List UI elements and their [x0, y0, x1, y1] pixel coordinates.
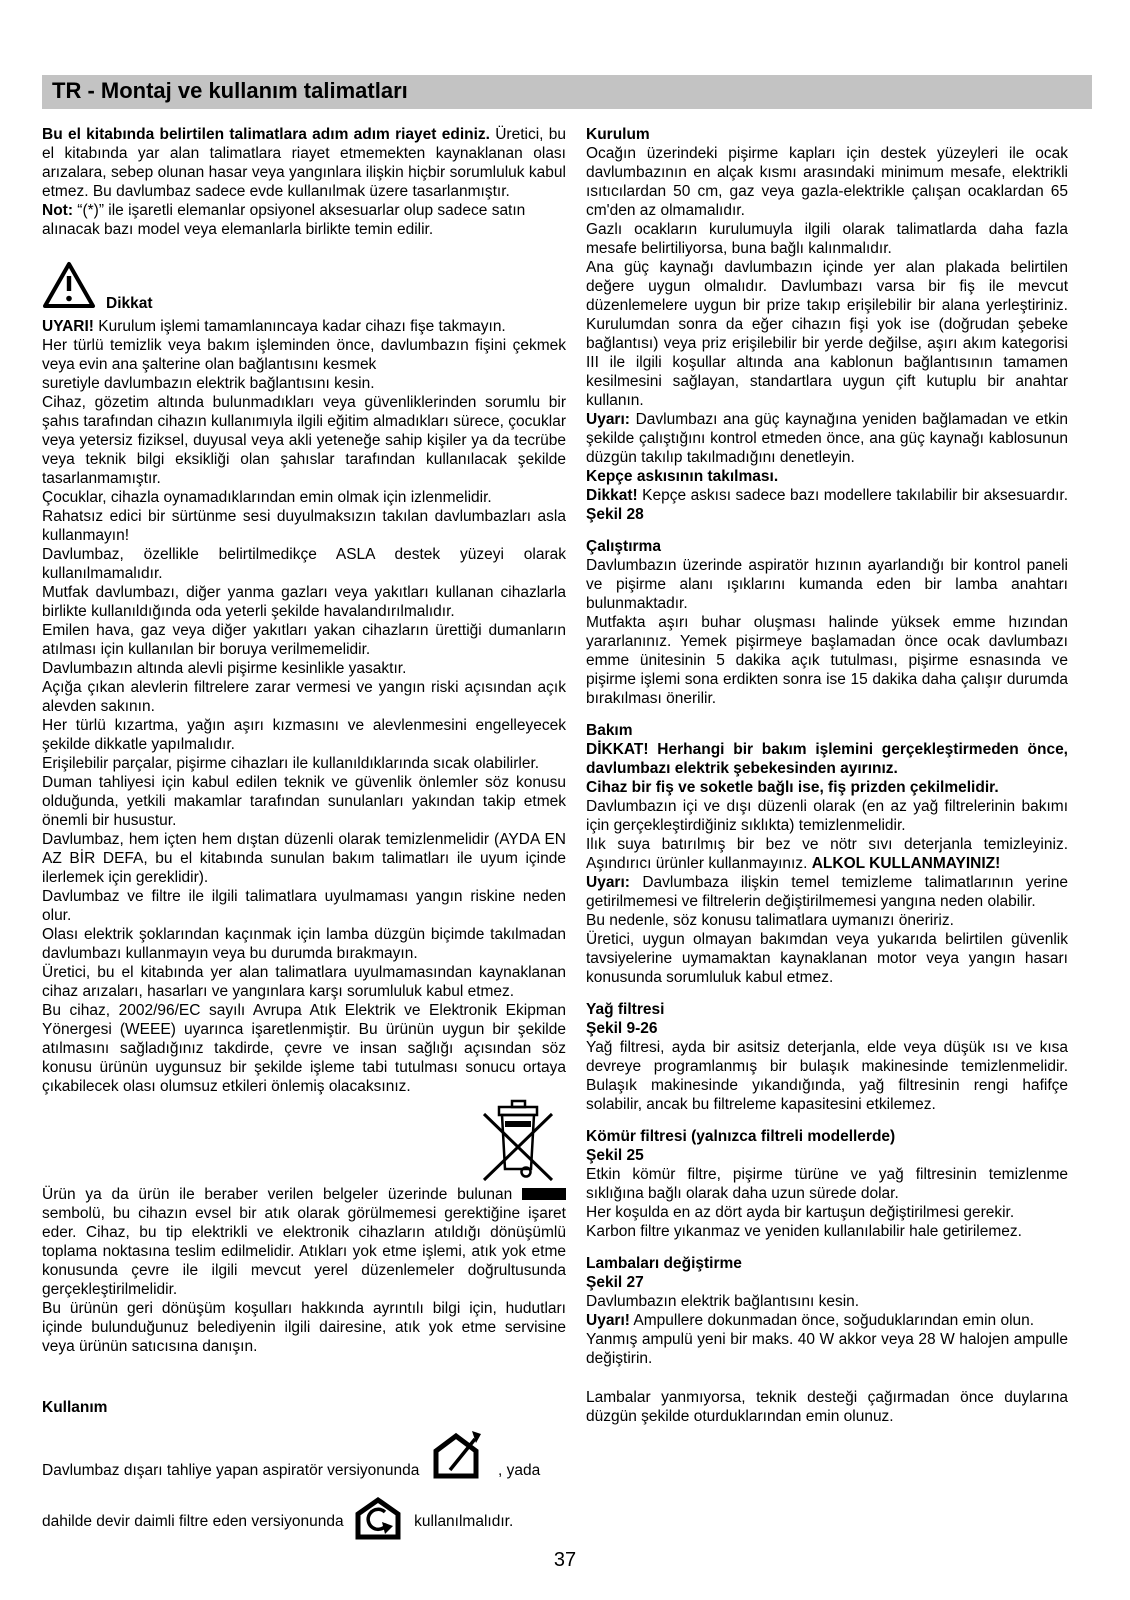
paragraph: Davlumbaz dışarı tahliye yapan aspiratör versiyonunda , yada	[42, 1429, 566, 1483]
section-heading: Şekil 27	[586, 1274, 644, 1291]
black-bar-icon	[522, 1186, 566, 1203]
section-heading: Şekil 9-26	[586, 1020, 658, 1037]
spacer	[586, 1368, 1068, 1388]
section-heading: Kurulum	[586, 126, 650, 143]
bold-text: Cihaz bir fiş ve soketle bağlı ise, fiş prizden çekilmelidir.	[586, 779, 999, 796]
paragraph: Ana güç kaynağı davlumbazın içinde yer alan plakada belirtilen değere uygun olmalıdır. Davlumbazı varsa bir fiş ile mevcut düzenlemelere uygun bir prize takıp erişilebilir bir alana yerleştiriniz. Kurulumdan sonra da eğer cihazın fişi yok ise (doğrudan şebeke bağlantısı) veya priz erişilebilir bir yerde değilse, aşırı akım kategorisi III ile ilgili koşullar altında ana kablonun bağlantısının tamamen kesilmesini sağlayan, standartlara uygun çift kutuplu bir anahtar kullanın.	[586, 259, 1068, 409]
column-left	[42, 125, 566, 1542]
paragraph: Her türlü temizlik veya bakım işleminden önce, davlumbazın fişini çekmek veya evin ana şalterine olan bağlantısını kesmek	[42, 337, 566, 373]
page-number: 37	[553, 1549, 577, 1571]
paragraph: Üretici, uygun olmayan bakımdan veya yukarıda belirtilen güvenlik tavsiyelerine uymamaktan kaynaklanan motor veya yangın hasarı konusunda sorumluluk kabul etmez.	[586, 931, 1068, 986]
section-heading: Kömür filtresi (yalnızca filtreli modellerde)	[586, 1128, 896, 1145]
paragraph: suretiyle davlumbazın elektrik bağlantısını kesin.	[42, 375, 375, 392]
paragraph: Her koşulda en az dört ayda bir kartuşun değiştirilmesi gerekir.	[586, 1204, 1015, 1221]
paragraph: Rahatsız edici bir sürtünme sesi duyulmaksızın takılan davlumbazları asla kullanmayın!	[42, 508, 566, 544]
paragraph: Etkin kömür filtre, pişirme türüne ve yağ filtresinin temizlenme sıklığına bağlı olarak daha uzun sürede dolar.	[586, 1166, 1068, 1202]
paragraph: Her türlü kızartma, yağın aşırı kızmasını ve alevlenmesini engelleyecek şekilde dikkatle yapılmalıdır.	[42, 717, 566, 753]
paragraph: Uyarı: Davlumbaza ilişkin temel temizleme talimatlarının yerine getirilmemesi ve filtrelerin değiştirilmemesi yangına neden olabilir.	[586, 874, 1068, 910]
section-heading: Kepçe askısının takılması.	[586, 468, 779, 485]
paragraph: Yanmış ampulü yeni bir maks. 40 W akkor veya 28 W halojen ampulle değiştirin.	[586, 1331, 1068, 1367]
paragraph: Ürün ya da ürün ile beraber verilen belgeler üzerinde bulunan sembolü, bu cihazın evsel bir atık olarak görülmemesi gerektiğine işaret eder. Cihaz, bu tip elektrikli ve elektronik cihazların atıldığı dönüşümlü toplama noktasına teslim edilmelidir. Atıkları yok etme işlemi, atık yok etme konusunda çevre ile ilgili mevcut yerel düzenlemeler doğrultusunda gerçekleştirilmelidir.	[42, 1186, 566, 1298]
paragraph: Erişilebilir parçalar, pişirme cihazları ile kullanıldıklarında sıcak olabilirler.	[42, 755, 540, 772]
house-exhaust-icon	[424, 1462, 494, 1479]
paragraph: Bu el kitabında belirtilen talimatlara adım adım riayet ediniz. Üretici, bu el kitabında yar alan talimatlara riayet etmemekten kaynaklanan olası arızalara, sebep olunan hasar veya yangınlara ilişkin hiçbir sorumluluk kabul etmez. Bu davlumbaz sadece evde kullanılmak üzere tasarlanmıştır.	[42, 126, 566, 200]
paragraph: Davlumbazın elektrik bağlantısını kesin.	[586, 1293, 860, 1310]
bold-text: Şekil 28	[586, 506, 644, 523]
column-right	[586, 125, 1068, 1426]
bold-text: Uyarı:	[586, 874, 630, 891]
section-heading: Çalıştırma	[586, 538, 661, 555]
paragraph: Bu ürünün geri dönüşüm koşulları hakkında ayrıntılı bilgi için, hudutları içinde bulunduğunuz belediyenin ilgili dairesine, atık yok etme servisine veya ürünün satıcısına danışın.	[42, 1300, 566, 1355]
paragraph: Gazlı ocakların kurulumuyla ilgili olarak talimatlarda daha fazla mesafe belirtiliyorsa, buna bağlı kalınmalıdır.	[586, 221, 1068, 257]
section-heading: Kullanım	[42, 1399, 108, 1416]
weee-symbol-block	[42, 1098, 560, 1191]
paragraph: Mutfakta aşırı buhar oluşması halinde yüksek emme hızından yararlanınız. Yemek pişirmeye başlamadan önce ocak davlumbazı emme ünitesinin 5 dakika açık tutulması, pişirme esnasında ve pişirme işlemi sona erdikten sonra ise 15 dakika daha çalışır durumda bırakılması önerilir.	[586, 614, 1068, 707]
paragraph: Çocuklar, cihazla oynamadıklarından emin olmak için izlenmelidir.	[42, 489, 492, 506]
paragraph: Duman tahliyesi için kabul edilen teknik ve güvenlik önlemler söz konusu olduğunda, yetkili makamlar tarafından sunulanları yakından takip etmek önemli bir husustur.	[42, 774, 566, 829]
columns	[42, 125, 1090, 1542]
bold-text: Not:	[42, 202, 73, 219]
paragraph: Uyarı! Ampullere dokunmadan önce, soğuduklarından emin olun.	[586, 1312, 1035, 1329]
bold-text: Uyarı:	[586, 411, 630, 428]
section-heading: Şekil 25	[586, 1147, 644, 1164]
paragraph: Olası elektrik şoklarından kaçınmak için lamba düzgün biçimde takılmadan davlumbazı kullanmayın veya bu durumda bırakmayın.	[42, 926, 566, 962]
bold-text: ALKOL KULLANMAYINIZ!	[811, 855, 1001, 872]
bold-text: Uyarı!	[586, 1312, 630, 1329]
paragraph: Davlumbaz ve filtre ile ilgili talimatlara uyulmaması yangın riskine neden olur.	[42, 888, 566, 924]
caution-label: Dikkat	[106, 295, 153, 312]
bold-text: UYARI!	[42, 318, 94, 335]
section-heading: Lambaları değiştirme	[586, 1255, 742, 1272]
section-heading: Yağ filtresi	[586, 1001, 665, 1018]
paragraph: Ilık suya batırılmış bir bez ve nötr sıvı deterjanla temizleyiniz. Aşındırıcı ürünler kullanmayınız. ALKOL KULLANMAYINIZ!	[586, 836, 1068, 872]
paragraph: Bu nedenle, söz konusu talimatlara uymanızı öneririz.	[586, 912, 954, 929]
paragraph: Davlumbazın altında alevli pişirme kesinlikle yasaktır.	[42, 660, 407, 677]
paragraph: Not: “(*)” ile işaretli elemanlar opsiyonel aksesuarlar olup sadece satın alınacak bazı model veya elemanlarla birlikte temin edilir.	[42, 202, 526, 238]
paragraph: Uyarı: Davlumbazı ana güç kaynağına yeniden bağlamadan ve etkin şekilde çalıştığını kontrol etmeden önce, ana güç kaynağı kablosunun düzgün takılıp takılmadığını denetleyin.	[586, 411, 1068, 466]
paragraph: Ocağın üzerindeki pişirme kapları için destek yüzeyleri ile ocak davlumbazının en alçak kısmı arasındaki minimum mesafe, elektrikli ısıtıcılardan 50 cm, gaz veya gazla-elektrikle çalışan ocaklardan 65 cm'den az olmamalıdır.	[586, 145, 1068, 219]
bold-text: Dikkat!	[586, 487, 638, 504]
paragraph: Davlumbaz, hem içten hem dıştan düzenli olarak temizlenmelidir (AYDA EN AZ BİR DEFA, bu el kitabında sunulan bakım talimatları ile uyum içinde ilerlemek için gereklidir).	[42, 831, 566, 886]
paragraph: Üretici, bu el kitabında yer alan talimatlara uyulmamasından kaynaklanan cihaz arızaları, hasarları ve yangınlara karşı sorumluluk kabul etmez.	[42, 964, 566, 1000]
header-bar	[42, 75, 1092, 109]
paragraph: Açığa çıkan alevlerin filtrelere zarar vermesi ve yangın riski açısından açık alevden sakının.	[42, 679, 566, 715]
paragraph: Davlumbazın içi ve dışı düzenli olarak (en az yağ filtrelerinin bakımı için gerçekleştirdiğiniz sıklıkta) temizlenmelidir.	[586, 798, 1068, 834]
paragraph: Bu cihaz, 2002/96/EC sayılı Avrupa Atık Elektrik ve Elektronik Ekipman Yönergesi (WEEE) uyarınca işaretlenmiştir. Bu ürünün uygun bir şekilde atılmasını sağladığınız takdirde, çevre ve insan sağlığı açısından söz konusu ürünün uygunsuz bir şekilde işleme tabi tutulması sonucu ortaya çıkabilecek olası olumsuz etkileri önlemiş olacaksınız.	[42, 1002, 566, 1095]
paragraph: Mutfak davlumbazı, diğer yanma gazları veya yakıtları kullanan cihazlarla birlikte kullanıldığında oda yeterli şekilde havalandırılmalıdır.	[42, 584, 566, 620]
house-recirculation-icon	[348, 1513, 410, 1530]
paragraph: Davlumbazın üzerinde aspiratör hızının ayarlandığı bir kontrol paneli ve pişirme alanı ışıklarını kumanda eden bir lamba anahtarı bulunmaktadır.	[586, 557, 1068, 612]
paragraph: Davlumbaz, özellikle belirtilmedikçe ASLA destek yüzeyi olarak kullanılmamalıdır.	[42, 546, 566, 582]
paragraph: UYARI! Kurulum işlemi tamamlanıncaya kadar cihazı fişe takmayın.	[42, 318, 506, 335]
page-title: TR - Montaj ve kullanım talimatları	[52, 78, 408, 103]
paragraph: dahilde devir daimli filtre eden versiyonunda kullanılmalıdır.	[42, 1495, 566, 1542]
bold-text: Bu el kitabında belirtilen talimatlara adım adım riayet ediniz.	[42, 126, 490, 143]
warning-triangle-icon	[42, 261, 96, 314]
paragraph: Emilen hava, gaz veya diğer yakıtları yakan cihazların ürettiği dumanların atılması için kullanılan bir boruya verilmemelidir.	[42, 622, 566, 658]
paragraph: Yağ filtresi, ayda bir asitsiz deterjanla, elde veya düşük ısı ve kısa devreye programlanmış bir bulaşık makinesinde temizlenmelidir. Bulaşık makinesinde yıkandığında, yağ filtresinin rengi hafifçe solabilir, ancak bu filtreleme kapasitesini etkilemez.	[586, 1039, 1068, 1113]
paragraph	[586, 740, 1068, 778]
paragraph: Karbon filtre yıkanmaz ve yeniden kullanılabilir hale getirilemez.	[586, 1223, 1022, 1240]
paragraph	[586, 778, 1068, 797]
bold-text: DİKKAT! Herhangi bir bakım işlemini gerçekleştirmeden önce, davlumbazı elektrik şebekesinden ayırınız.	[586, 741, 1068, 777]
paragraph: Lambalar yanmıyorsa, teknik desteği çağırmadan önce duylarına düzgün şekilde oturduklarından emin olunuz.	[586, 1389, 1068, 1425]
section-heading: Bakım	[586, 722, 633, 739]
caution-block	[42, 261, 566, 314]
paragraph: Dikkat! Kepçe askısı sadece bazı modellere takılabilir bir aksesuardır. Şekil 28	[586, 487, 1068, 523]
paragraph: Cihaz, gözetim altında bulunmadıkları veya güvenliklerinden sorumlu bir şahıs tarafından cihazın kullanımıyla ilgili eğitim almadıkları sürece, çocuklar veya yetersiz fiziksel, duyusal veya akli yeteneğe sahip kişiler ya da tecrübe veya teknik bilgi eksikliği olan şahıslar tarafından kullanılacak şekilde tasarlanmamıştır.	[42, 394, 566, 487]
